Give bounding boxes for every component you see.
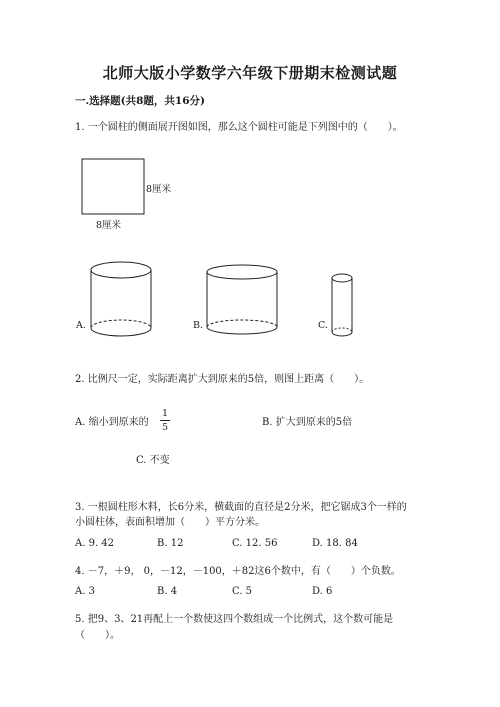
question-3-text-line-2: 小圆柱体，表面积增加（ ）平方分米。 xyxy=(75,517,265,528)
option-b-label: B. xyxy=(193,320,204,331)
question-2-text: 2. 比例尺一定，实际距离扩大到原来的5倍，则图上距离（ ）。 xyxy=(75,374,370,385)
question-3-text-line-1: 3. 一根圆柱形木料，长6分米，横截面的直径是2分米，把它锯成3个一样的 xyxy=(75,502,407,513)
q3-option-b: B. 12 xyxy=(157,538,184,549)
q2-option-a: A. 缩小到原来的 xyxy=(75,417,149,428)
square-width-label: 8厘米 xyxy=(96,220,122,231)
question-1-text: 1. 一个圆柱的侧面展开图如图，那么这个圆柱可能是下列图中的（ ）。 xyxy=(75,122,403,133)
option-c-label: C. xyxy=(318,320,328,331)
page-title: 北师大版小学数学六年级下册期末检测试题 xyxy=(102,64,398,82)
q4-option-a: A. 3 xyxy=(75,586,95,597)
option-a-cylinder xyxy=(88,258,158,343)
fraction-bar xyxy=(160,420,170,421)
question-5-text-line-2: （ ）。 xyxy=(75,630,120,641)
q2-option-c: C. 不变 xyxy=(136,455,170,466)
option-a-label: A. xyxy=(76,320,86,331)
option-b-cylinder xyxy=(204,262,284,347)
q4-option-b: B. 4 xyxy=(157,586,178,597)
fraction-numerator: 1 xyxy=(161,408,169,419)
q3-option-a: A. 9. 42 xyxy=(75,538,115,549)
q1-unfolded-square-figure xyxy=(75,155,150,217)
q3-option-d: D. 18. 84 xyxy=(312,538,358,549)
section-heading: 一.选择题(共8题，共16分) xyxy=(75,95,206,107)
q2-option-b: B. 扩大到原来的5倍 xyxy=(262,417,353,428)
q3-option-c: C. 12. 56 xyxy=(232,538,278,549)
fraction-denominator: 5 xyxy=(161,422,169,433)
q4-option-d: D. 6 xyxy=(312,586,333,597)
question-5-text-line-1: 5. 把9、3、21再配上一个数使这四个数组成一个比例式，这个数可能是 xyxy=(75,614,394,625)
option-c-cylinder xyxy=(328,270,356,345)
question-4-text: 4. －7，＋9， 0，－12，－100，＋82这6个数中，有（ ）个负数。 xyxy=(75,566,401,577)
square-height-label: 8厘米 xyxy=(146,184,172,195)
q2-option-a-fraction xyxy=(160,408,170,433)
q4-option-c: C. 5 xyxy=(232,586,253,597)
